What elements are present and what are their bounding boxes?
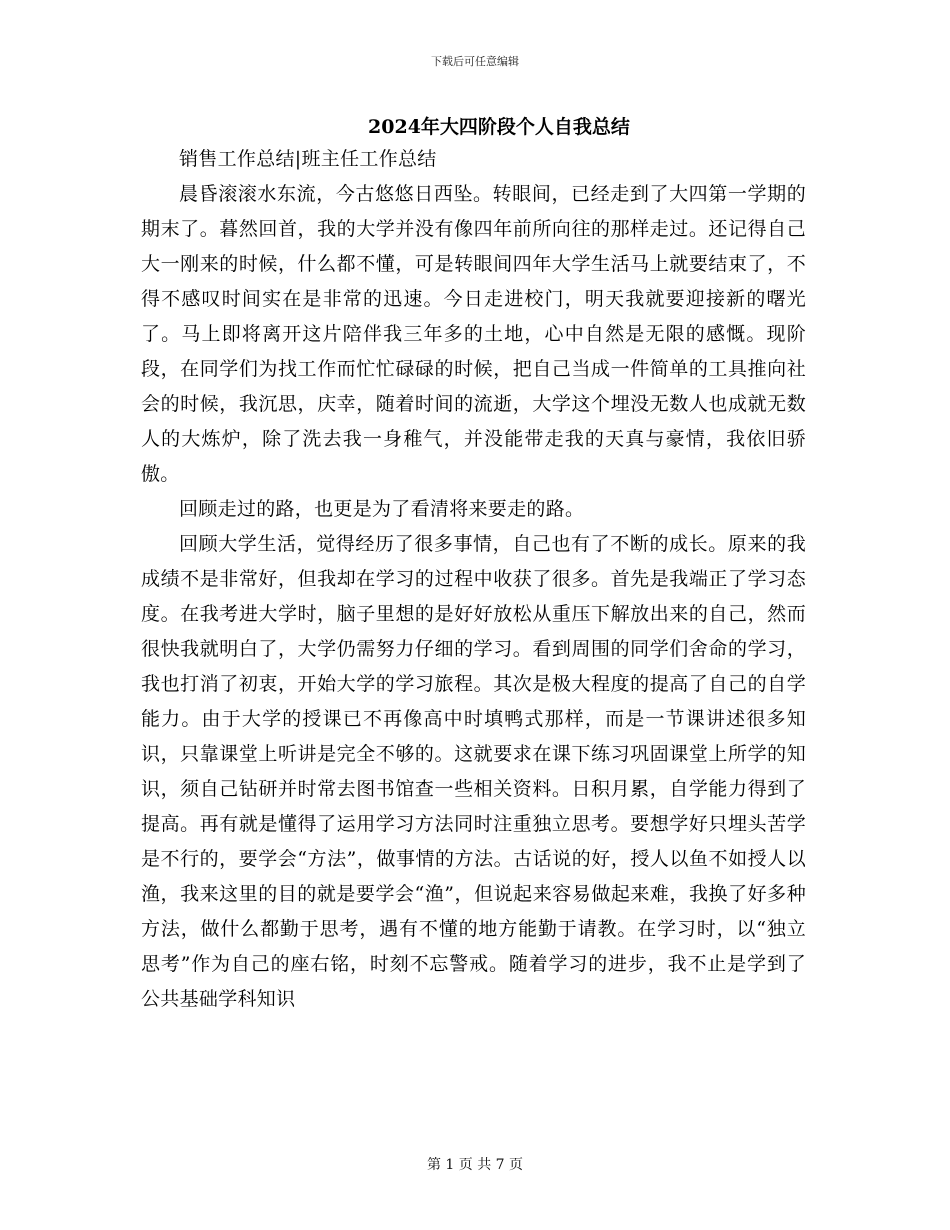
document-title: 2024年大四阶段个人自我总结	[368, 116, 630, 138]
page-number: 第 1 页 共 7 页	[426, 1157, 524, 1173]
paragraph: 回顾走过的路，也更是为了看清将来要走的路。	[179, 498, 585, 520]
paragraph: 回顾大学生活，觉得经历了很多事情，自己也有了不断的成长。原来的我成绩不是非常好，但我却在学习的过程中收获了很多。首先是我端正了学习态度。在我考进大学时，脑子里想的是好好放松从重压下解放出来的自己，然而很快我就明白了，大学仍需努力仔细的学习。看到周围的同学们舍命的学习，我也打消了初衷，开始大学的学习旅程。其次是极大程度的提高了自己的自学能力。由于大学的授课已不再像高中时填鸭式那样，而是一节课讲述很多知识，只靠课堂上听讲是完全不够的。这就要求在课下练习巩固课堂上所学的知识，须自己钻研并时常去图书馆查一些相关资料。日积月累，自学能力得到了提高。再有就是懂得了运用学习方法同时注重独立思考。要想学好只埋头苦学是不行的，要学会“方法”，做事情的方法。古话说的好，授人以鱼不如授人以渔，我来这里的目的就是要学会“渔”，但说起来容易做起来难，我换了好多种方法，做什么都勤于思考，遇有不懂的地方能勤于请教。在学习时，以“独立思考”作为自己的座右铭，时刻不忘警戒。随着学习的进步，我不止是学到了公共基础学科知识	[141, 533, 806, 1010]
paragraph: 晨昏滚滚水东流，今古悠悠日西坠。转眼间，已经走到了大四第一学期的期末了。暮然回首，我的大学并没有像四年前所向往的那样走过。还记得自己大一刚来的时候，什么都不懂，可是转眼间四年大学生活马上就要结束了，不得不感叹时间实在是非常的迅速。今日走进校门，明天我就要迎接新的曙光了。马上即将离开这片陪伴我三年多的土地，心中自然是无限的感慨。现阶段，在同学们为找工作而忙忙碌碌的时候，把自己当成一件简单的工具推向社会的时候，我沉思，庆幸，随着时间的流逝，大学这个埋没无数人也成就无数人的大炼炉，除了洗去我一身稚气，并没能带走我的天真与豪情，我依旧骄傲。	[141, 183, 806, 485]
paragraph: 销售工作总结|班主任工作总结	[179, 148, 437, 170]
header-note: 下载后可任意编辑	[431, 55, 519, 68]
document-body	[141, 142, 806, 1017]
